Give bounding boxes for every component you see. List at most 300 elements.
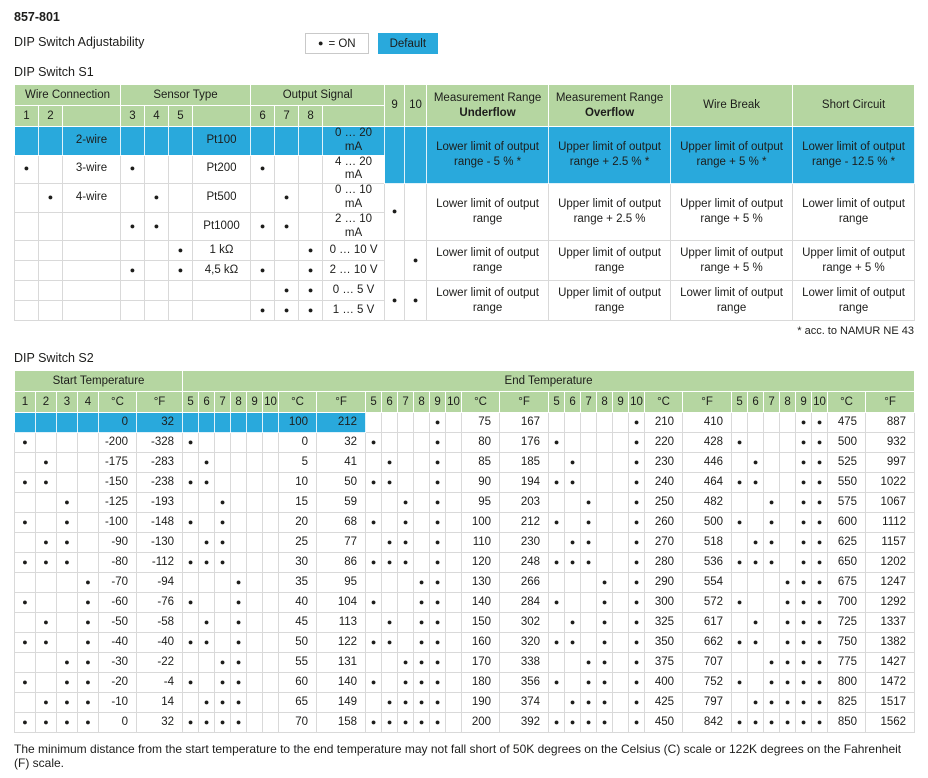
dip-switch-cell [215,613,231,633]
dip-switch-cell [812,673,828,693]
dip-switch-cell [565,593,581,613]
dip-switch-cell [382,613,398,633]
end-temp-c-cell: 30 [279,553,317,573]
dip-switch-cell [812,633,828,653]
on-dot-icon: ● [752,716,759,727]
dip-switch-cell [39,281,63,301]
output-signal-cell: 0 … 10 V [323,241,385,261]
on-dot-icon: ● [418,676,425,687]
dip-switch-cell [748,573,764,593]
dip-switch-cell [382,413,398,433]
sensor-type-cell: Pt500 [193,184,251,213]
dip-switch-cell [549,553,565,573]
dip-switch-cell [247,613,263,633]
dip-switch-cell [15,155,39,184]
dip-switch-cell [275,155,299,184]
on-dot-icon: ● [434,416,441,427]
on-dot-icon: ● [736,516,743,527]
end-temp-c-cell: 75 [462,413,500,433]
dip-switch-cell [597,453,613,473]
dip-switch-cell [597,673,613,693]
dip-switch-cell [812,533,828,553]
dip-switch-cell [36,493,57,513]
on-dot-icon: ● [187,556,194,567]
on-dot-icon: ● [153,220,160,231]
dip-switch-cell [39,301,63,321]
dip-switch-cell [36,693,57,713]
dip-switch-cell [15,453,36,473]
on-dot-icon: ● [601,596,608,607]
on-dot-icon: ● [318,38,324,48]
on-dot-icon: ● [219,536,226,547]
dip-switch-cell [382,433,398,453]
legend [305,33,438,54]
end-temp-f-cell: 212 [500,513,549,533]
dip-switch-cell [732,433,748,453]
on-dot-icon: ● [418,576,425,587]
dip-switch-cell [597,553,613,573]
dip-switch-cell [796,613,812,633]
sensor-type-cell: 1 kΩ [193,241,251,261]
dip-switch-cell [764,613,780,633]
on-dot-icon: ● [307,244,314,255]
result-cell: Upper limit of output range [549,241,671,281]
dip-switch-cell [183,513,199,533]
end-temp-c-cell: 500 [828,433,866,453]
dip-switch-cell [263,593,279,613]
end-temp-c-cell: 40 [279,593,317,613]
end-temp-f-cell: 932 [866,433,915,453]
on-dot-icon: ● [633,656,640,667]
s1-label-col-header [63,106,121,127]
dip-switch-cell [613,673,629,693]
on-dot-icon: ● [585,716,592,727]
dip-switch-cell [732,653,748,673]
wire-type-cell [63,281,121,301]
dip-switch-cell [78,553,99,573]
dip-switch-cell [780,513,796,533]
on-dot-icon: ● [633,576,640,587]
dip-switch-cell [57,453,78,473]
on-dot-icon: ● [752,616,759,627]
dip-switch-cell [145,261,169,281]
end-temp-c-cell: 825 [828,693,866,713]
on-dot-icon: ● [386,636,393,647]
on-dot-icon: ● [816,536,823,547]
end-temp-c-cell: 180 [462,673,500,693]
start-temp-f-cell: -76 [137,593,183,613]
dip-switch-cell [780,673,796,693]
on-dot-icon: ● [784,636,791,647]
dip-switch-cell [57,653,78,673]
end-temp-f-cell: 392 [500,713,549,733]
s1-switch-col-header: 5 [169,106,193,127]
dip-switch-cell [414,653,430,673]
result-cell: Upper limit of output range + 5 % [793,241,915,281]
dip-switch-cell [430,453,446,473]
dip-switch-cell [597,473,613,493]
on-dot-icon: ● [64,716,70,727]
dip-switch-cell [732,533,748,553]
on-dot-icon: ● [219,496,226,507]
end-temp-f-cell: 167 [500,413,549,433]
dip-switch-cell [57,433,78,453]
dip-switch-cell [629,633,645,653]
dip-switch-cell [36,653,57,673]
end-temp-f-cell: 32 [317,433,366,453]
dip-switch-cell [446,613,462,633]
dip-switch-cell [366,413,382,433]
dip-switch-cell [183,633,199,653]
on-dot-icon: ● [816,696,823,707]
on-dot-icon: ● [235,576,242,587]
end-temp-f-cell: 158 [317,713,366,733]
s2-end-col-header: 9 [796,392,812,413]
on-dot-icon: ● [569,636,576,647]
wire-type-cell: 4-wire [63,184,121,213]
dip-switch-cell [812,593,828,613]
dip-switch-cell [430,613,446,633]
dip-switch-cell [414,473,430,493]
start-temp-c-cell: -175 [99,453,137,473]
end-temp-c-cell: 45 [279,613,317,633]
dip-switch-cell [764,573,780,593]
dip-switch-cell [199,533,215,553]
end-temp-f-cell: 662 [683,633,732,653]
on-dot-icon: ● [64,496,70,507]
on-dot-icon: ● [386,696,393,707]
dip-switch-cell [382,693,398,713]
end-temp-c-cell: 160 [462,633,500,653]
dip-switch-cell [764,673,780,693]
dip-switch-cell [385,281,405,321]
on-dot-icon: ● [800,556,807,567]
dip-switch-cell [446,433,462,453]
result-cell: Lower limit of output range [671,281,793,321]
on-dot-icon: ● [307,304,314,315]
dip-switch-cell [812,413,828,433]
result-cell: Lower limit of output range [427,241,549,281]
s1-switch-col-header: 7 [275,106,299,127]
dip-switch-cell [15,473,36,493]
dip-switch-cell [57,693,78,713]
on-dot-icon: ● [633,536,640,547]
on-dot-icon: ● [816,516,823,527]
end-temp-f-cell: 1562 [866,713,915,733]
dip-switch-cell [15,673,36,693]
dip-switch-cell [565,473,581,493]
on-dot-icon: ● [434,656,441,667]
dip-switch-cell [145,301,169,321]
dip-switch-cell [78,473,99,493]
on-dot-icon: ● [219,716,226,727]
on-dot-icon: ● [633,436,640,447]
dip-switch-cell [382,673,398,693]
on-dot-icon: ● [601,676,608,687]
s2-end-col-header: 5 [549,392,565,413]
on-dot-icon: ● [203,696,210,707]
dip-switch-cell [629,673,645,693]
on-dot-icon: ● [569,476,576,487]
on-dot-icon: ● [43,536,49,547]
dip-switch-cell [549,613,565,633]
dip-switch-cell [78,613,99,633]
dip-switch-cell [549,653,565,673]
dip-switch-cell [764,413,780,433]
dip-switch-cell [263,513,279,533]
dip-switch-cell [446,473,462,493]
dip-switch-cell [275,281,299,301]
on-dot-icon: ● [402,656,409,667]
dip-switch-cell [430,513,446,533]
dip-switch-cell [398,573,414,593]
on-dot-icon: ● [800,536,807,547]
on-dot-icon: ● [633,516,640,527]
dip-switch-cell [796,473,812,493]
dip-switch-cell [748,493,764,513]
on-dot-icon: ● [784,676,791,687]
dip-switch-cell [446,513,462,533]
on-dot-icon: ● [752,536,759,547]
s1-label-col-header [193,106,251,127]
dip-switch-cell [565,653,581,673]
s2-start-col-header: 1 [15,392,36,413]
end-temp-c-cell: 60 [279,673,317,693]
dip-switch-cell [145,127,169,156]
dip-switch-cell [121,127,145,156]
dip-switch-cell [183,673,199,693]
dip-switch-cell [36,553,57,573]
on-dot-icon: ● [800,496,807,507]
on-dot-icon: ● [64,696,70,707]
dip-switch-cell [629,593,645,613]
end-temp-c-cell: 0 [279,433,317,453]
dip-switch-cell [398,613,414,633]
on-dot-icon: ● [601,576,608,587]
on-dot-icon: ● [259,264,266,275]
dip-switch-cell [549,453,565,473]
s1-switch-col-header: 2 [39,106,63,127]
dip-switch-cell [732,633,748,653]
end-temp-c-cell: 625 [828,533,866,553]
on-dot-icon: ● [22,436,28,447]
dip-switch-cell [549,413,565,433]
dip-switch-cell [581,573,597,593]
on-dot-icon: ● [601,616,608,627]
end-temp-f-cell: 1112 [866,513,915,533]
dip-switch-cell [39,241,63,261]
dip-switch-cell [597,573,613,593]
on-dot-icon: ● [43,556,49,567]
dip-switch-cell [275,241,299,261]
on-dot-icon: ● [418,616,425,627]
dip-switch-cell [405,281,427,321]
end-temp-c-cell: 240 [645,473,683,493]
on-dot-icon: ● [187,716,194,727]
on-dot-icon: ● [47,192,54,203]
on-dot-icon: ● [784,576,791,587]
on-dot-icon: ● [434,596,441,607]
end-temp-f-cell: 1202 [866,553,915,573]
result-cell: Lower limit of output range [427,281,549,321]
on-dot-icon: ● [370,716,377,727]
dip-switch-cell [565,673,581,693]
dip-switch-cell [215,693,231,713]
dip-switch-cell [78,653,99,673]
on-dot-icon: ● [553,516,560,527]
on-dot-icon: ● [553,636,560,647]
dip-switch-cell [597,493,613,513]
dip-switch-cell [414,533,430,553]
on-dot-icon: ● [402,516,409,527]
end-temp-f-cell: 1247 [866,573,915,593]
on-dot-icon: ● [235,696,242,707]
dip-switch-cell [732,673,748,693]
end-temp-c-cell: 95 [462,493,500,513]
on-dot-icon: ● [816,436,823,447]
wire-type-cell [63,301,121,321]
on-dot-icon: ● [601,696,608,707]
end-temp-f-cell: 464 [683,473,732,493]
start-temp-f-cell: -148 [137,513,183,533]
on-dot-icon: ● [235,596,242,607]
dip-switch-cell [199,573,215,593]
on-dot-icon: ● [768,716,775,727]
dip-switch-cell [36,453,57,473]
on-dot-icon: ● [203,536,210,547]
s2-end-col-header: 7 [764,392,780,413]
dip-switch-cell [597,693,613,713]
on-dot-icon: ● [434,476,441,487]
end-temp-f-cell: 1382 [866,633,915,653]
start-temp-f-cell: -193 [137,493,183,513]
on-dot-icon: ● [736,436,743,447]
on-dot-icon: ● [553,436,560,447]
dip-switch-cell [597,593,613,613]
dip-switch-cell [430,593,446,613]
dip-switch-cell [398,673,414,693]
end-temp-f-cell: 1157 [866,533,915,553]
dip-switch-cell [748,553,764,573]
end-temp-c-cell: 25 [279,533,317,553]
s1-group-header: Output Signal [251,85,385,106]
dip-switch-cell [812,473,828,493]
on-dot-icon: ● [784,696,791,707]
output-signal-cell: 4 … 20 mA [323,155,385,184]
dip-switch-cell [199,513,215,533]
end-temp-f-cell: 194 [500,473,549,493]
result-cell: Upper limit of output range + 5 % [671,184,793,241]
end-temp-f-cell: 1472 [866,673,915,693]
end-temp-c-cell: 20 [279,513,317,533]
dip-switch-cell [121,155,145,184]
dip-switch-cell [405,127,427,184]
s1-group-header: Wire Connection [15,85,121,106]
s2-start-col-header: °C [99,392,137,413]
end-temp-c-cell: 220 [645,433,683,453]
on-dot-icon: ● [22,636,28,647]
dip-switch-cell [78,493,99,513]
dip-switch-cell [446,633,462,653]
on-dot-icon: ● [633,476,640,487]
end-temp-f-cell: 86 [317,553,366,573]
dip-switch-cell [613,573,629,593]
on-dot-icon: ● [816,616,823,627]
dip-switch-cell [169,127,193,156]
dip-switch-cell [549,493,565,513]
on-dot-icon: ● [219,516,226,527]
dip-switch-cell [748,633,764,653]
end-temp-f-cell: 50 [317,473,366,493]
dip-switch-cell [764,653,780,673]
dip-switch-cell [57,493,78,513]
on-dot-icon: ● [402,716,409,727]
on-dot-icon: ● [43,696,49,707]
end-temp-c-cell: 230 [645,453,683,473]
s2-start-header: Start Temperature [15,371,183,392]
dip-switch-cell [446,593,462,613]
on-dot-icon: ● [434,676,441,687]
on-dot-icon: ● [85,676,91,687]
dip-switch-cell [15,241,39,261]
on-dot-icon: ● [816,556,823,567]
on-dot-icon: ● [402,536,409,547]
dip-switch-cell [414,413,430,433]
dip-switch-cell [199,693,215,713]
on-dot-icon: ● [386,616,393,627]
start-temp-c-cell: 0 [99,713,137,733]
dip-switch-cell [780,613,796,633]
end-temp-c-cell: 700 [828,593,866,613]
on-dot-icon: ● [187,516,194,527]
dip-switch-cell [366,533,382,553]
dip-switch-cell [263,673,279,693]
end-temp-c-cell: 650 [828,553,866,573]
dip-switch-cell [613,513,629,533]
on-dot-icon: ● [235,676,242,687]
dip-switch-cell [796,633,812,653]
dip-switch-cell [446,453,462,473]
end-temp-c-cell: 130 [462,573,500,593]
start-temp-f-cell: 32 [137,413,183,433]
s1-switch-col-header: 4 [145,106,169,127]
dip-switch-cell [446,413,462,433]
dip-switch-cell [199,553,215,573]
dip-switch-cell [215,433,231,453]
wire-type-cell [63,212,121,241]
dip-switch-cell [15,613,36,633]
on-dot-icon: ● [633,556,640,567]
end-temp-f-cell: 1292 [866,593,915,613]
end-temp-f-cell: 149 [317,693,366,713]
dip-switch-cell [597,513,613,533]
on-dot-icon: ● [283,192,290,203]
dip-switch-cell [215,513,231,533]
s2-end-col-header: 10 [263,392,279,413]
dip-switch-cell [263,433,279,453]
result-cell: Upper limit of output range [549,281,671,321]
end-temp-c-cell: 15 [279,493,317,513]
end-temp-c-cell: 525 [828,453,866,473]
dip-switch-cell [366,573,382,593]
dip-switch-cell [231,553,247,573]
dip-switch-cell [183,653,199,673]
on-dot-icon: ● [768,676,775,687]
end-temp-f-cell: 482 [683,493,732,513]
s1-switch-col-header: 6 [251,106,275,127]
on-dot-icon: ● [402,496,409,507]
on-dot-icon: ● [768,536,775,547]
